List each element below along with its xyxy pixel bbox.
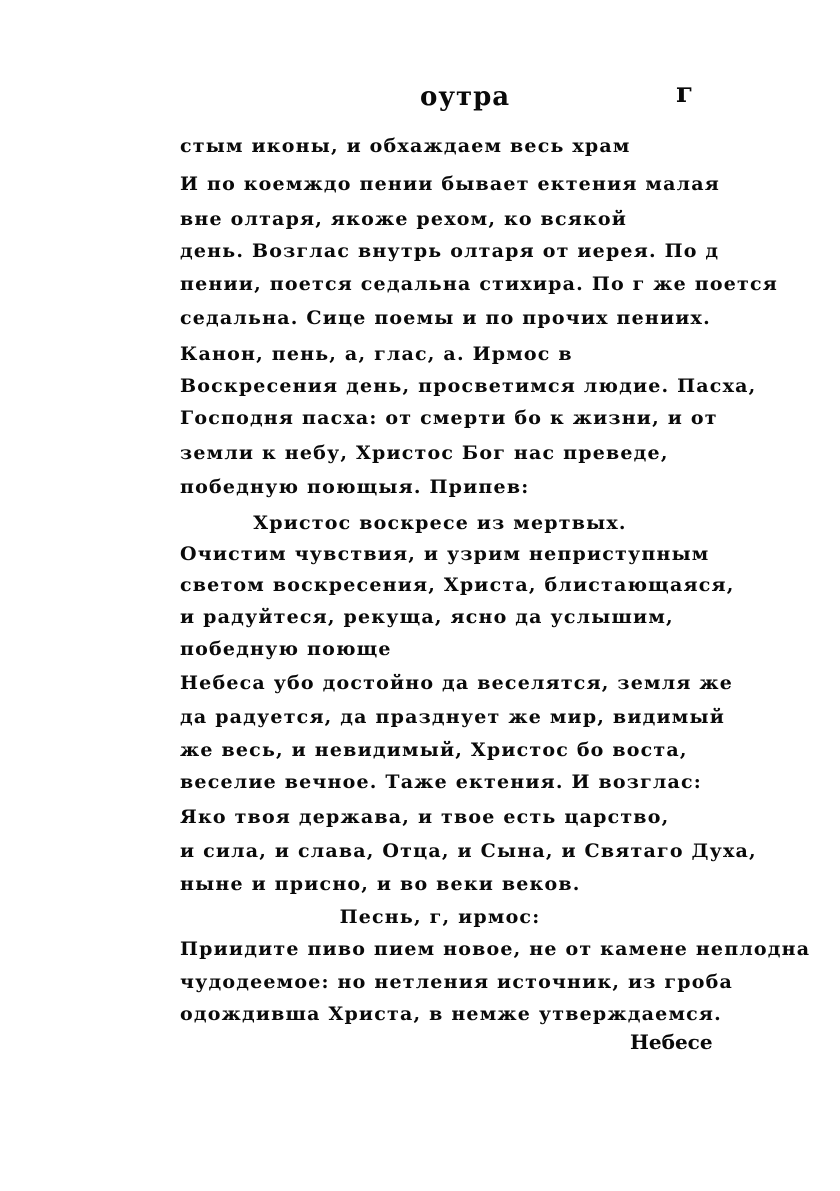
text-line: Очистим чувствия, и узрим неприступным	[180, 543, 710, 565]
text-line: Приидите пиво пием новое, не от камене неплодна	[180, 938, 811, 960]
text-line: Господня пасха: от смерти бо к жизни, и от	[180, 407, 718, 429]
text-line: Яко твоя держава, и твое есть царство,	[180, 806, 670, 828]
text-line: и радуйтеся, рекуща, ясно да услышим,	[180, 606, 674, 628]
catchword: Небесе	[630, 1030, 713, 1054]
text-line: земли к небу, Христос Бог нас преведе,	[180, 442, 669, 464]
text-line: вне олтаря, якоже рехом, ко всякой	[180, 208, 628, 230]
page-header-title: оутра	[420, 82, 511, 112]
text-line: же весь, и невидимый, Христос бо воста,	[180, 739, 688, 761]
text-line-refrain: Христос воскресе из мертвых.	[253, 512, 627, 534]
page-number: г	[676, 76, 694, 109]
text-line: пении, поется седальна стихира. По г же поется	[180, 273, 779, 295]
text-line: стым иконы, и обхаждаем весь храм	[180, 135, 631, 157]
text-line: седальна. Сице поемы и по прочих пениих.	[180, 307, 711, 329]
text-line: веселие вечное. Таже ектения. И возглас:	[180, 771, 703, 793]
text-line: И по коемждо пении бывает ектения малая	[180, 173, 720, 195]
text-line: Канон, пень, а, глас, а. Ирмос в	[180, 343, 573, 365]
text-line: светом воскресения, Христа, блистающаяся,	[180, 574, 735, 596]
text-line: Небеса убо достойно да веселятся, земля же	[180, 672, 734, 694]
text-line: одождивша Христа, в немже утверждаемся.	[180, 1003, 722, 1025]
text-line: день. Возглас внутрь олтаря от иерея. По д	[180, 240, 720, 262]
text-line: ныне и присно, и во веки веков.	[180, 873, 581, 895]
text-line-heading: Песнь, г, ирмос:	[339, 906, 541, 928]
text-line: победную поющыя. Припев:	[180, 476, 530, 498]
text-line: Воскресения день, просветимся людие. Пасха,	[180, 375, 757, 397]
text-line: чудодеемое: но нетления источник, из гроба	[180, 971, 734, 993]
text-line: и сила, и слава, Отца, и Сына, и Святаго Духа,	[180, 840, 757, 862]
text-line: победную поюще	[180, 638, 392, 660]
text-line: да радуется, да празднует же мир, видимый	[180, 706, 726, 728]
